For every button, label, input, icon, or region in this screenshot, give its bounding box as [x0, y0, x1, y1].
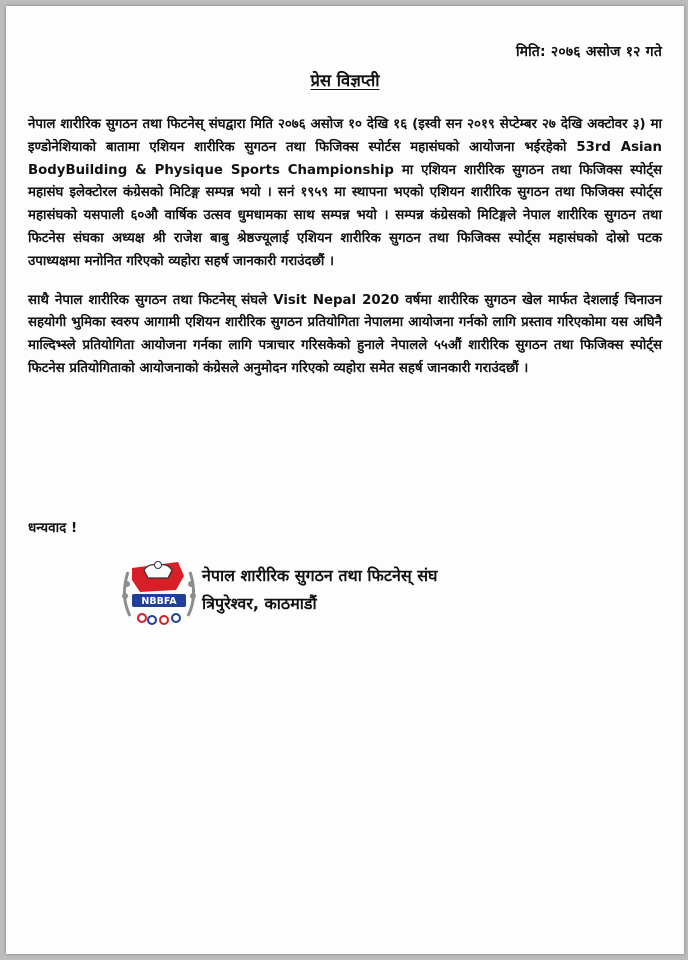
- letter-date: मिति: २०७६ असोज १२ गते: [515, 44, 662, 60]
- body-paragraph: नेपाल शारीरिक सुगठन तथा फिटनेस् संघद्वारा मिति २०७६ असोज १० देखि १६ (इस्वी सन २०१९ सेप्टेम्बर २७ देखि अक्टोवर ३) मा इण्डोनेशियाको बातामा एशियन शारीरिक सुगठन तथा फिजिक्स स्पोर्टस महासंघको आयोजना भईरहेको 53rd Asian BodyBuilding & Physique Sports Championship मा एशियन शारीरिक सुगठन तथा फिजिक्स स्पोर्ट्स महासंघ इलेक्टोरल कंग्रेसको मिटिङ्ग सम्पन्न भयो । सनं १९५९ मा स्थापना भएको एशियन शारीरिक सुगठन तथा फिजिक्स स्पोर्ट्स महासंघको यसपाली ६०औ वार्षिक उत्सव धुमधामका साथ सम्पन्न भयो । सम्पन्न कंग्रेसको मिटिङ्गले नेपाल शारीरिक सुगठन तथा फिटनेस संघका अध्यक्ष श्री राजेश बाबु श्रेष्ठज्यूलाई एशियन शारीरिक सुगठन तथा फिजिक्स स्पोर्ट्स महासंघको दोस्रो पटक उपाध्यक्षमा मनोनित गरिएको व्यहोरा सहर्ष जानकारी गराउंदछौं ।: [28, 117, 662, 269]
- letter-body: [28, 114, 662, 381]
- logo-text: NBBFA: [141, 596, 177, 607]
- letter-page: [6, 6, 684, 954]
- document-title: [6, 68, 684, 91]
- closing-text: धन्यवाद !: [28, 520, 78, 536]
- organization-address: त्रिपुरेश्वर, काठमाडौं: [202, 594, 317, 613]
- nbbfa-logo: [118, 556, 200, 628]
- organization-name: नेपाल शारीरिक सुगठन तथा फिटनेस् संघ: [202, 566, 438, 585]
- document-title-text: प्रेस विज्ञप्ती: [310, 71, 380, 90]
- organization-info: [202, 562, 438, 618]
- body-paragraph: साथै नेपाल शारीरिक सुगठन तथा फिटनेस् संघले Visit Nepal 2020 वर्षमा शारीरिक सुगठन खेल मार्फत देशलाई चिनाउन सहयोगी भुमिका स्वरुप आगामी एशियन शारीरिक सुगठन प्रतियोगिता नेपालमा आयोजना गर्नको लागि प्रस्ताव गरिएकोमा यस अघिनै माल्दिभ्स्ले प्रतियोगिता आयोजना गर्नका लागि पत्राचार गरिसकेको हुनाले नेपालले ५५औं शारीरिक सुगठन तथा फिजिक्स स्पोर्ट्स फिटनेस प्रतियोगिताको आयोजनाको कंग्रेसले अनुमोदन गरिएको व्यहोरा समेत सहर्ष जानकारी गराउंदछौं ।: [28, 292, 662, 376]
- signature-block: [118, 556, 538, 632]
